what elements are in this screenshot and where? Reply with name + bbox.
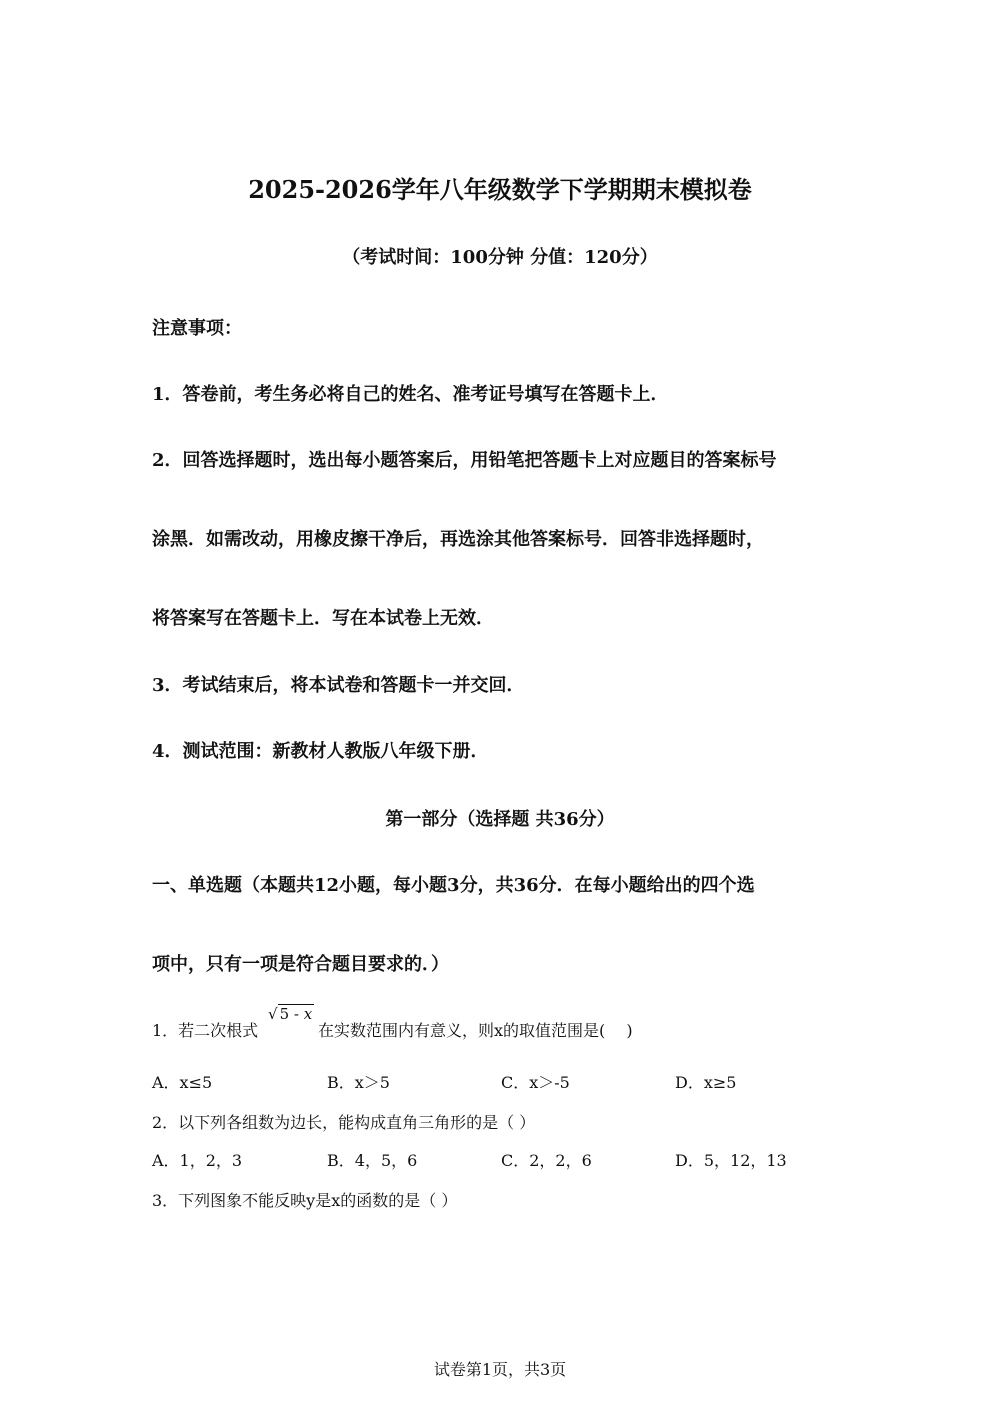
question-1-option-b[interactable]: B．x＞5 (327, 1073, 390, 1092)
question-2-option-a[interactable]: A．1，2，3 (152, 1151, 243, 1170)
notice-item-4: 4．测试范围：新教材人教版八年级下册． (152, 741, 489, 762)
sqrt-variable: x (303, 1005, 313, 1023)
question-3-stem: 3．下列图象不能反映y是x的函数的是（ ） (152, 1191, 458, 1210)
question-2-option-c[interactable]: C．2，2，6 (501, 1151, 592, 1170)
question-1-stem-before: 1．若二次根式 (152, 1021, 259, 1040)
notice-item-2-line-2: 涂黑．如需改动，用橡皮擦干净后，再选涂其他答案标号．回答非选择题时， (152, 529, 764, 550)
question-2-stem: 2．以下列各组数为边长，能构成直角三角形的是（ ） (152, 1113, 536, 1132)
sqrt-radical-icon: √ (268, 1005, 278, 1023)
sqrt-number: 5 - (279, 1005, 299, 1023)
question-2-option-b[interactable]: B．4，5，6 (327, 1151, 418, 1170)
question-1-option-d[interactable]: D．x≥5 (675, 1073, 737, 1092)
section-one-line-2: 项中，只有一项是符合题目要求的．） (152, 954, 449, 975)
question-1-option-c[interactable]: C．x＞-5 (501, 1073, 570, 1092)
question-1-stem-after: 在实数范围内有意义，则x的取值范围是( ) (318, 1021, 633, 1040)
part-one-heading: 第一部分（选择题 共36分） (385, 809, 615, 830)
exam-subtitle: （考试时间：100分钟 分值：120分） (342, 247, 658, 268)
question-1-option-a[interactable]: A．x≤5 (152, 1073, 213, 1092)
notice-item-3: 3．考试结束后，将本试卷和答题卡一并交回． (152, 675, 525, 696)
notice-heading: 注意事项： (152, 318, 242, 339)
notice-item-2-line-3: 将答案写在答题卡上．写在本试卷上无效． (152, 608, 494, 629)
exam-title: 2025-2026学年八年级数学下学期期末模拟卷 (248, 175, 752, 204)
page-footer: 试卷第1页，共3页 (433, 1360, 567, 1379)
section-one-line-1: 一、单选题（本题共12小题，每小题3分，共36分．在每小题给出的四个选 (152, 875, 755, 896)
sqrt-radicand (278, 1004, 315, 1023)
notice-item-1: 1．答卷前，考生务必将自己的姓名、准考证号填写在答题卡上． (152, 384, 669, 405)
question-2-option-d[interactable]: D．5，12，13 (675, 1151, 787, 1170)
notice-item-2-line-1: 2．回答选择题时，选出每小题答案后，用铅笔把答题卡上对应题目的答案标号 (152, 450, 777, 471)
question-1-sqrt-expression (268, 1004, 314, 1023)
